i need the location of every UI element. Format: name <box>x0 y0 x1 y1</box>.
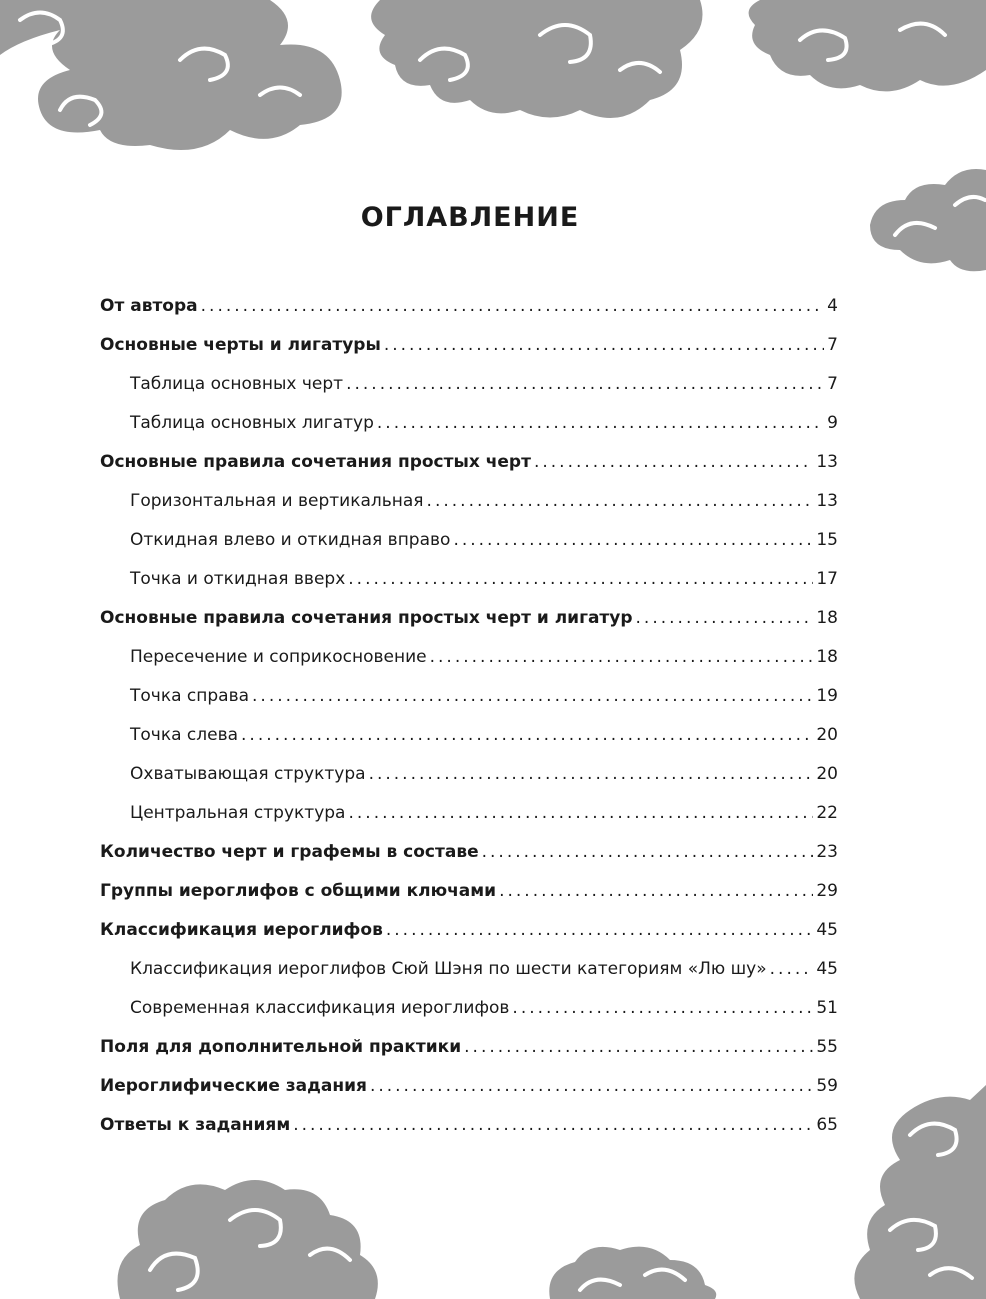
toc-chapter[interactable] <box>100 1111 838 1150</box>
toc-chapter[interactable] <box>100 1072 838 1111</box>
dot-leader <box>430 643 814 671</box>
dot-leader <box>293 1111 813 1139</box>
toc-entry-title: Иероглифические задания <box>100 1076 367 1096</box>
toc-section[interactable] <box>100 760 838 799</box>
dot-leader <box>464 1033 813 1061</box>
toc-page-number: 45 <box>816 959 838 979</box>
toc-chapter[interactable] <box>100 448 838 487</box>
toc-section[interactable] <box>100 409 838 448</box>
dot-leader <box>201 292 825 320</box>
dot-leader <box>386 916 814 944</box>
toc-entry-title: Основные правила сочетания простых черт <box>100 452 531 472</box>
toc-chapter[interactable] <box>100 604 838 643</box>
toc-page-number: 9 <box>827 413 838 433</box>
toc-entry-title: Основные правила сочетания простых черт и лигатур <box>100 608 633 628</box>
toc-entry-title: Таблица основных лигатур <box>130 413 374 433</box>
toc-page-number: 45 <box>816 920 838 940</box>
toc-chapter[interactable] <box>100 838 838 877</box>
toc-page-number: 13 <box>816 452 838 472</box>
toc-entry-title: Классификация иероглифов Сюй Шэня по шести категориям «Лю шу» <box>130 959 767 979</box>
toc-entry-title: Точка и откидная вверх <box>130 569 346 589</box>
toc-entry-title: Современная классификация иероглифов <box>130 998 510 1018</box>
table-of-contents <box>100 292 838 1150</box>
dot-leader <box>370 1072 813 1100</box>
dot-leader <box>453 526 813 554</box>
toc-section[interactable] <box>100 565 838 604</box>
toc-page-number: 65 <box>816 1115 838 1135</box>
toc-chapter[interactable] <box>100 331 838 370</box>
page-title: ОГЛАВЛЕНИЕ <box>360 202 580 234</box>
toc-entry-title: Откидная влево и откидная вправо <box>130 530 451 550</box>
toc-page-number: 55 <box>816 1037 838 1057</box>
toc-section[interactable] <box>100 799 838 838</box>
toc-section[interactable] <box>100 994 838 1033</box>
toc-entry-title: Количество черт и графемы в составе <box>100 842 479 862</box>
cloud-icon <box>371 0 702 118</box>
toc-entry-title: Ответы к заданиям <box>100 1115 291 1135</box>
toc-section[interactable] <box>100 487 838 526</box>
toc-page-number: 20 <box>816 764 838 784</box>
cloud-icon <box>749 0 986 91</box>
toc-page-number: 22 <box>816 803 838 823</box>
toc-section[interactable] <box>100 526 838 565</box>
toc-page-number: 13 <box>816 491 838 511</box>
toc-page-number: 7 <box>827 335 838 355</box>
toc-chapter[interactable] <box>100 292 838 331</box>
toc-page-number: 18 <box>816 608 838 628</box>
dot-leader <box>384 331 824 359</box>
toc-page-number: 4 <box>827 296 838 316</box>
toc-entry-title: От автора <box>100 296 198 316</box>
toc-entry-title: Основные черты и лигатуры <box>100 335 381 355</box>
dot-leader <box>427 487 814 515</box>
toc-entry-title: Горизонтальная и вертикальная <box>130 491 424 511</box>
dot-leader <box>482 838 814 866</box>
dot-leader <box>346 370 824 398</box>
toc-section[interactable] <box>100 955 838 994</box>
toc-section[interactable] <box>100 721 838 760</box>
toc-page-number: 19 <box>816 686 838 706</box>
toc-section[interactable] <box>100 643 838 682</box>
toc-page-number: 59 <box>816 1076 838 1096</box>
dot-leader <box>770 955 814 983</box>
toc-page-number: 15 <box>816 530 838 550</box>
toc-entry-title: Центральная структура <box>130 803 346 823</box>
cloud-icon <box>549 1247 716 1299</box>
dot-leader <box>348 799 813 827</box>
toc-entry-title: Точка слева <box>130 725 239 745</box>
toc-entry-title: Поля для дополнительной практики <box>100 1037 462 1057</box>
toc-entry-title: Охватывающая структура <box>130 764 366 784</box>
toc-page-number: 7 <box>827 374 838 394</box>
cloud-icon <box>854 1085 986 1299</box>
toc-page-number: 20 <box>816 725 838 745</box>
dot-leader <box>369 760 814 788</box>
toc-entry-title: Таблица основных черт <box>130 374 344 394</box>
toc-section[interactable] <box>100 682 838 721</box>
dot-leader <box>252 682 813 710</box>
dot-leader <box>534 448 813 476</box>
toc-entry-title: Группы иероглифов с общими ключами <box>100 881 497 901</box>
toc-entry-title: Точка справа <box>130 686 250 706</box>
dot-leader <box>348 565 813 593</box>
toc-entry-title: Классификация иероглифов <box>100 920 383 940</box>
toc-chapter[interactable] <box>100 1033 838 1072</box>
toc-entry-title: Пересечение и соприкосновение <box>130 647 427 667</box>
toc-page-number: 23 <box>816 842 838 862</box>
dot-leader <box>377 409 824 437</box>
toc-page-number: 18 <box>816 647 838 667</box>
cloud-icon <box>118 1180 378 1299</box>
toc-chapter[interactable] <box>100 877 838 916</box>
toc-chapter[interactable] <box>100 916 838 955</box>
toc-section[interactable] <box>100 370 838 409</box>
toc-page-number: 29 <box>816 881 838 901</box>
cloud-icon <box>0 0 342 150</box>
dot-leader <box>636 604 814 632</box>
dot-leader <box>512 994 813 1022</box>
toc-page-number: 51 <box>816 998 838 1018</box>
toc-page-number: 17 <box>816 569 838 589</box>
dot-leader <box>499 877 813 905</box>
dot-leader <box>241 721 813 749</box>
